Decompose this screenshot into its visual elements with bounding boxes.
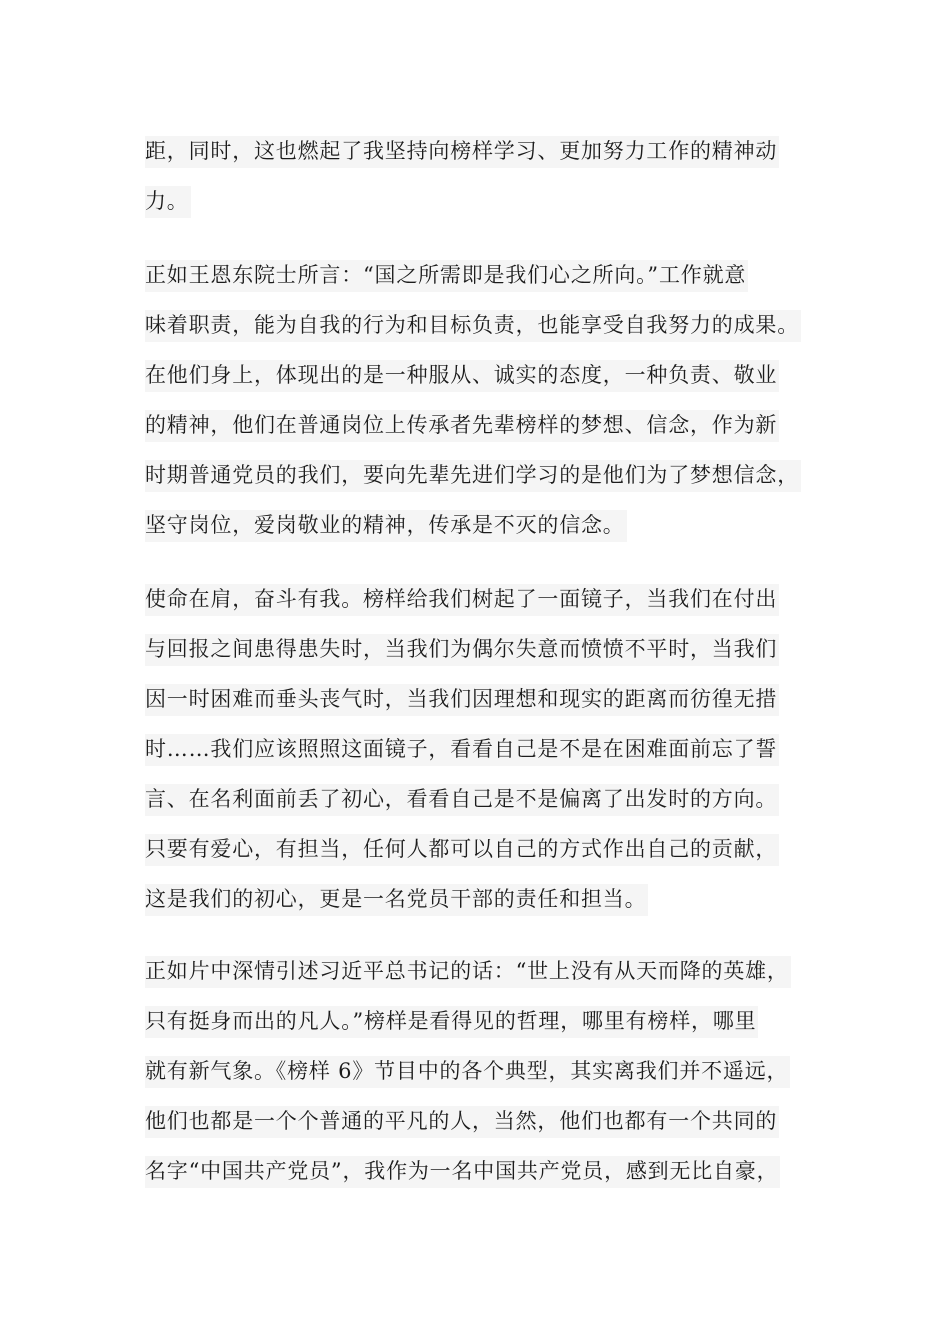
- text-line: 坚守岗位，爱岗敬业的精神，传承是不灭的信念。: [145, 500, 825, 550]
- text-line: 与回报之间患得患失时，当我们为偶尔失意而愤愤不平时，当我们: [145, 624, 825, 674]
- text-line: 距，同时，这也燃起了我坚持向榜样学习、更加努力工作的精神动: [145, 126, 825, 176]
- text-line: 的精神，他们在普通岗位上传承者先辈榜样的梦想、信念，作为新: [145, 400, 825, 450]
- text-line: 时期普通党员的我们，要向先辈先进们学习的是他们为了梦想信念，: [145, 450, 825, 500]
- text-line: 因一时困难而垂头丧气时，当我们因理想和现实的距离而彷徨无措: [145, 674, 825, 724]
- text-line: 只有挺身而出的凡人。”榜样是看得见的哲理，哪里有榜样，哪里: [145, 996, 825, 1046]
- text-line: 正如片中深情引述习近平总书记的话：“世上没有从天而降的英雄，: [145, 946, 825, 996]
- paragraph-1: [145, 126, 825, 226]
- paragraph-4: [145, 946, 825, 1196]
- text-line: 名字“中国共产党员”，我作为一名中国共产党员，感到无比自豪，: [145, 1146, 825, 1196]
- text-line: 力。: [145, 176, 825, 226]
- paragraph-2: [145, 250, 825, 550]
- text-line: 他们也都是一个个普通的平凡的人，当然，他们也都有一个共同的: [145, 1096, 825, 1146]
- text-line: 时……我们应该照照这面镜子，看看自己是不是在困难面前忘了誓: [145, 724, 825, 774]
- text-line: 这是我们的初心，更是一名党员干部的责任和担当。: [145, 874, 825, 924]
- text-line: 就有新气象。《榜样 6》节目中的各个典型，其实离我们并不遥远，: [145, 1046, 825, 1096]
- text-line: 正如王恩东院士所言：“国之所需即是我们心之所向。”工作就意: [145, 250, 825, 300]
- text-line: 味着职责，能为自我的行为和目标负责，也能享受自我努力的成果。: [145, 300, 825, 350]
- paragraph-3: [145, 574, 825, 924]
- text-line: 使命在肩，奋斗有我。榜样给我们树起了一面镜子，当我们在付出: [145, 574, 825, 624]
- text-line: 只要有爱心，有担当，任何人都可以自己的方式作出自己的贡献，: [145, 824, 825, 874]
- text-line: 言、在名利面前丢了初心，看看自己是不是偏离了出发时的方向。: [145, 774, 825, 824]
- text-line: 在他们身上，体现出的是一种服从、诚实的态度，一种负责、敬业: [145, 350, 825, 400]
